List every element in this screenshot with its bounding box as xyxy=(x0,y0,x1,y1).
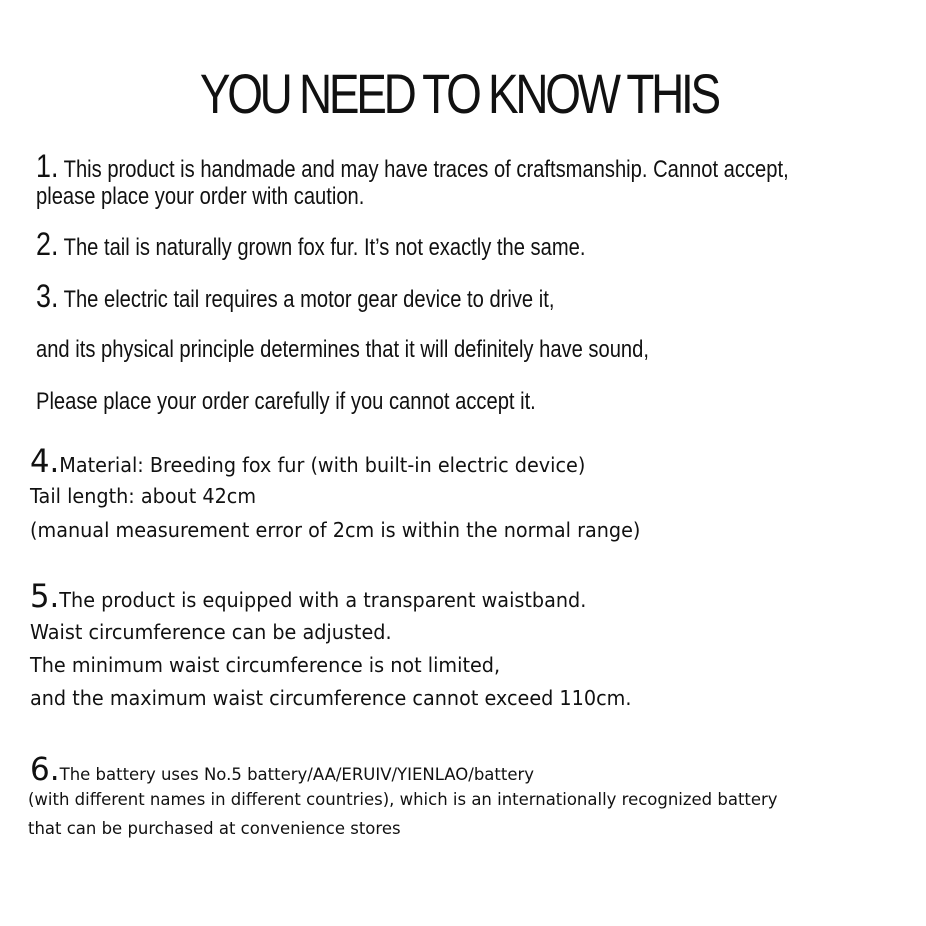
item-3-line-1 xyxy=(36,280,554,312)
item-3-text: The electric tail requires a motor gear device to drive it, xyxy=(63,286,555,313)
item-4-line-2: Tail length: about 42cm xyxy=(30,484,257,508)
item-4-line-1 xyxy=(30,442,586,480)
item-6-text: The battery uses No.5 battery/AA/ERUIV/YIENLAO/battery xyxy=(59,765,535,785)
page-title: YOU NEED TO KNOW THIS xyxy=(199,62,718,125)
item-5-line-2: Waist circumference can be adjusted. xyxy=(30,620,392,644)
item-2-text: The tail is naturally grown fox fur. It’s not exactly the same. xyxy=(63,234,586,261)
item-6-line-1 xyxy=(30,750,535,788)
item-4-text: Material: Breeding fox fur (with built-in electric device) xyxy=(59,453,586,477)
item-5-number: 5. xyxy=(30,577,60,615)
item-5-line-3: The minimum waist circumference is not limited, xyxy=(30,653,501,677)
item-4-line-3: (manual measurement error of 2cm is within the normal range) xyxy=(30,518,641,542)
item-6-line-3: that can be purchased at convenience stores xyxy=(28,819,401,839)
item-2-line-1 xyxy=(36,228,585,260)
item-5-line-4: and the maximum waist circumference cannot exceed 110cm. xyxy=(30,686,632,710)
item-1-number: 1. xyxy=(36,148,59,184)
item-6-line-2: (with different names in different countries), which is an internationally recognized battery xyxy=(28,790,778,810)
item-5-text: The product is equipped with a transparent waistband. xyxy=(59,588,587,612)
item-1-text: This product is handmade and may have traces of craftsmanship. Cannot accept, xyxy=(63,156,789,183)
item-3-number: 3. xyxy=(36,278,59,314)
item-6-number: 6. xyxy=(30,750,60,788)
item-5-line-1 xyxy=(30,577,587,615)
item-3-line-2: and its physical principle determines that it will definitely have sound, xyxy=(36,336,649,363)
item-1-line-2: please place your order with caution. xyxy=(36,183,365,210)
item-3-line-3: Please place your order carefully if you cannot accept it. xyxy=(36,388,536,415)
item-2-number: 2. xyxy=(36,226,59,262)
item-4-number: 4. xyxy=(30,442,60,480)
item-1-line-1 xyxy=(36,150,789,182)
